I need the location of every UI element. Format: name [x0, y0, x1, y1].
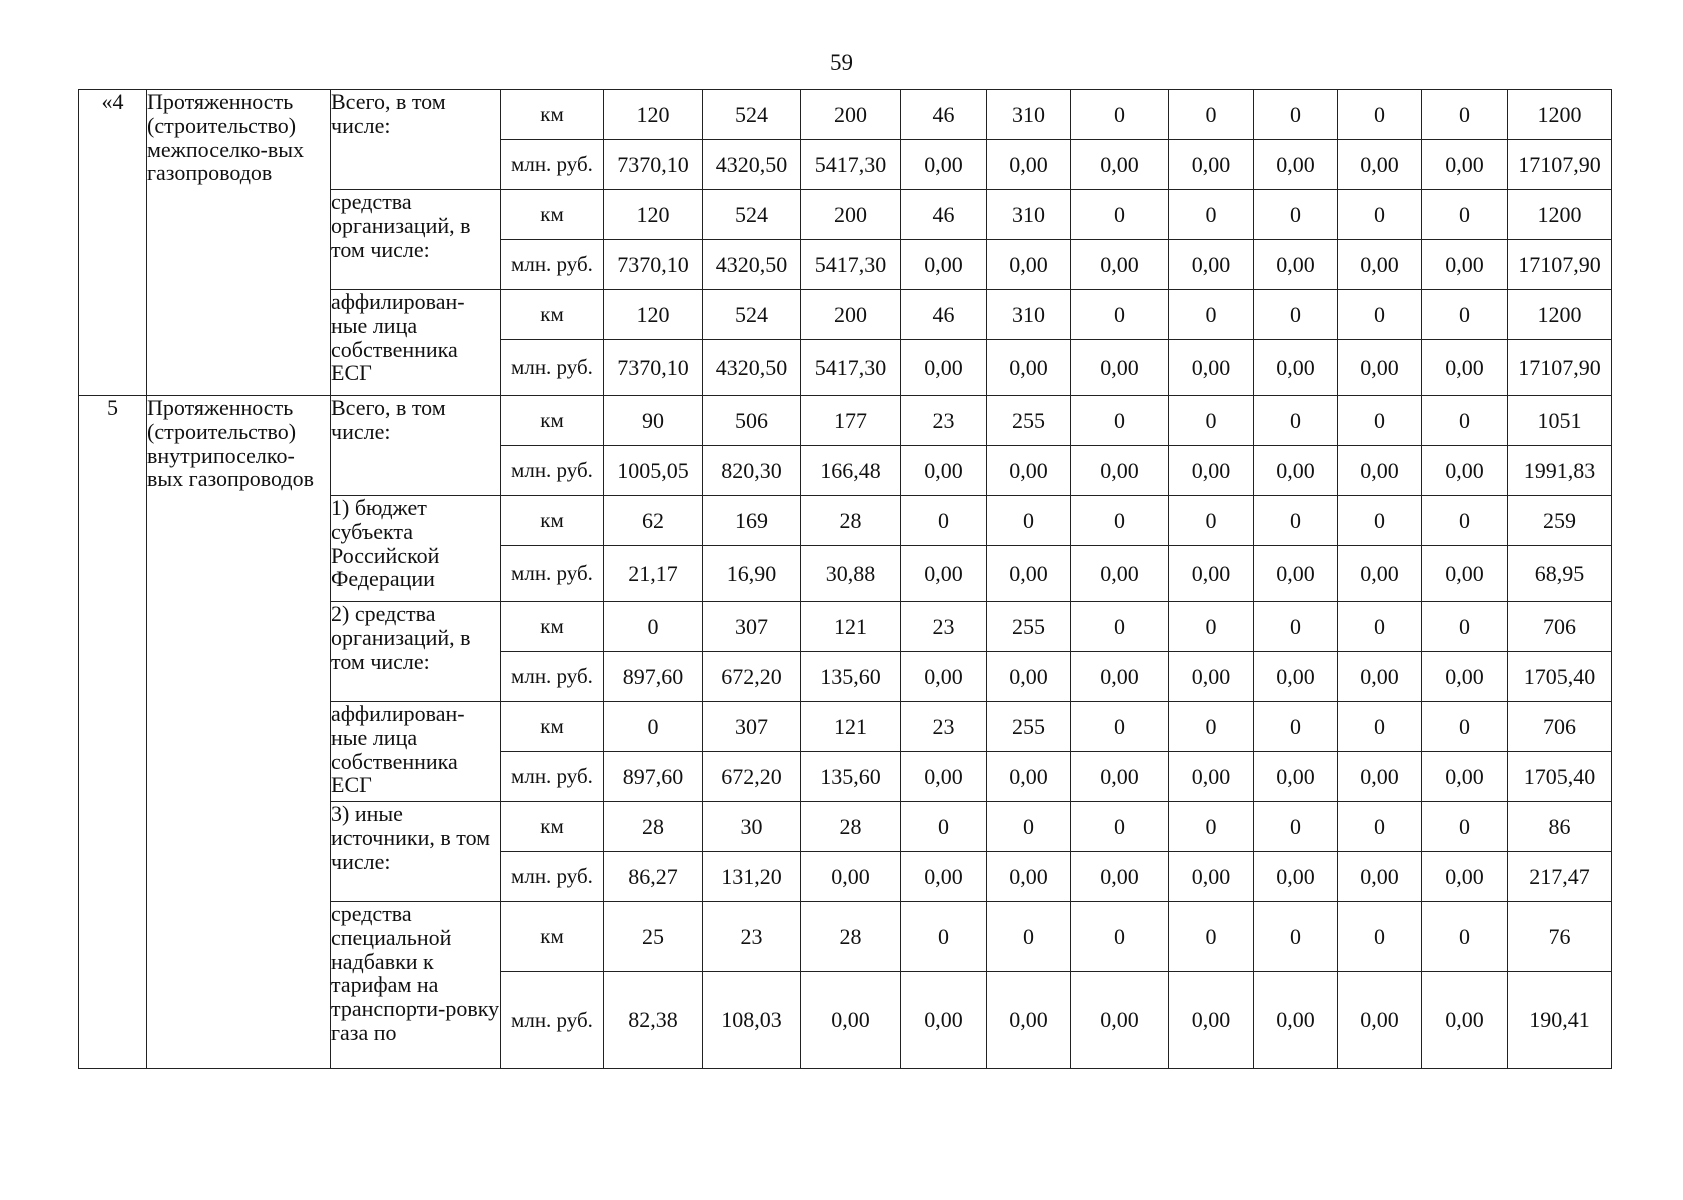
- value-cell: 0: [1169, 396, 1254, 446]
- value-cell: 200: [801, 190, 901, 240]
- value-cell: 4320,50: [703, 240, 801, 290]
- value-cell: 0: [987, 802, 1071, 852]
- value-cell: 0,00: [1169, 240, 1254, 290]
- value-cell: 0: [1254, 902, 1338, 972]
- value-cell: 46: [901, 90, 987, 140]
- value-cell: 0: [1422, 90, 1508, 140]
- value-cell: 0,00: [1254, 972, 1338, 1069]
- value-cell: 0: [1338, 702, 1422, 752]
- value-cell: 5417,30: [801, 140, 901, 190]
- value-cell: 0: [1169, 90, 1254, 140]
- funding-source-cell: 1) бюджет субъекта Российской Федерации: [331, 496, 501, 602]
- value-cell: 0,00: [1169, 140, 1254, 190]
- value-cell: 0,00: [1169, 752, 1254, 802]
- unit-cell: км: [501, 190, 604, 240]
- value-cell: 0,00: [1169, 852, 1254, 902]
- value-cell: 0: [1422, 802, 1508, 852]
- value-cell: 0,00: [1422, 446, 1508, 496]
- value-cell: 0: [1071, 802, 1169, 852]
- unit-cell: млн. руб.: [501, 852, 604, 902]
- value-cell: 0,00: [901, 546, 987, 602]
- value-cell: 307: [703, 702, 801, 752]
- value-cell: 7370,10: [604, 140, 703, 190]
- value-cell: 7370,10: [604, 240, 703, 290]
- page-number: 59: [830, 50, 853, 75]
- total-cell: 76: [1508, 902, 1612, 972]
- value-cell: 1005,05: [604, 446, 703, 496]
- value-cell: 0: [1422, 190, 1508, 240]
- value-cell: 0,00: [987, 546, 1071, 602]
- value-cell: 131,20: [703, 852, 801, 902]
- value-cell: 0,00: [1254, 240, 1338, 290]
- value-cell: 0,00: [1422, 972, 1508, 1069]
- value-cell: 28: [604, 802, 703, 852]
- value-cell: 506: [703, 396, 801, 446]
- value-cell: 0,00: [987, 446, 1071, 496]
- total-cell: 1200: [1508, 290, 1612, 340]
- funding-source-cell: средства организаций, в том числе:: [331, 190, 501, 290]
- value-cell: 120: [604, 90, 703, 140]
- value-cell: 0: [901, 496, 987, 546]
- value-cell: 0: [1169, 290, 1254, 340]
- value-cell: 200: [801, 90, 901, 140]
- value-cell: 0: [1169, 902, 1254, 972]
- value-cell: 0,00: [801, 852, 901, 902]
- value-cell: 0: [1338, 802, 1422, 852]
- value-cell: 0: [1071, 396, 1169, 446]
- value-cell: 0,00: [1254, 446, 1338, 496]
- value-cell: 0: [1254, 90, 1338, 140]
- value-cell: 0: [1071, 190, 1169, 240]
- funding-source-cell: аффилирован-ные лица собственника ЕСГ: [331, 702, 501, 802]
- value-cell: 0: [1422, 602, 1508, 652]
- value-cell: 0: [1169, 702, 1254, 752]
- value-cell: 135,60: [801, 652, 901, 702]
- value-cell: 0: [1422, 290, 1508, 340]
- value-cell: 200: [801, 290, 901, 340]
- row-number-cell: 5: [79, 396, 147, 1069]
- value-cell: 0: [1254, 702, 1338, 752]
- value-cell: 0,00: [1338, 446, 1422, 496]
- value-cell: 0: [1071, 496, 1169, 546]
- value-cell: 0,00: [1338, 340, 1422, 396]
- value-cell: 46: [901, 190, 987, 240]
- unit-cell: млн. руб.: [501, 652, 604, 702]
- value-cell: 0: [1071, 602, 1169, 652]
- value-cell: 0,00: [1422, 340, 1508, 396]
- value-cell: 0,00: [1071, 240, 1169, 290]
- value-cell: 0,00: [901, 240, 987, 290]
- value-cell: 307: [703, 602, 801, 652]
- value-cell: 0: [901, 802, 987, 852]
- value-cell: 0,00: [901, 140, 987, 190]
- value-cell: 0,00: [1254, 852, 1338, 902]
- total-cell: 706: [1508, 702, 1612, 752]
- value-cell: 524: [703, 290, 801, 340]
- value-cell: 672,20: [703, 652, 801, 702]
- value-cell: 0,00: [1422, 652, 1508, 702]
- value-cell: 0,00: [987, 240, 1071, 290]
- value-cell: 0,00: [901, 852, 987, 902]
- value-cell: 0: [1254, 190, 1338, 240]
- value-cell: 0,00: [1338, 652, 1422, 702]
- value-cell: 897,60: [604, 752, 703, 802]
- total-cell: 190,41: [1508, 972, 1612, 1069]
- value-cell: 0,00: [1071, 752, 1169, 802]
- value-cell: 0,00: [1169, 972, 1254, 1069]
- value-cell: 82,38: [604, 972, 703, 1069]
- value-cell: 0: [1254, 396, 1338, 446]
- row-number-cell: «4: [79, 90, 147, 396]
- total-cell: 259: [1508, 496, 1612, 546]
- funding-source-cell: Всего, в том числе:: [331, 396, 501, 496]
- indicator-cell: Протяженность (строительство) межпоселко-вых газопроводов: [147, 90, 331, 396]
- value-cell: 0,00: [1071, 972, 1169, 1069]
- value-cell: 0: [1338, 396, 1422, 446]
- value-cell: 0,00: [987, 752, 1071, 802]
- value-cell: 121: [801, 602, 901, 652]
- value-cell: 0,00: [1422, 240, 1508, 290]
- value-cell: 0,00: [1422, 546, 1508, 602]
- total-cell: 68,95: [1508, 546, 1612, 602]
- value-cell: 672,20: [703, 752, 801, 802]
- value-cell: 0: [1071, 290, 1169, 340]
- value-cell: 28: [801, 802, 901, 852]
- value-cell: 4320,50: [703, 140, 801, 190]
- value-cell: 4320,50: [703, 340, 801, 396]
- value-cell: 0,00: [1071, 340, 1169, 396]
- value-cell: 21,17: [604, 546, 703, 602]
- unit-cell: млн. руб.: [501, 752, 604, 802]
- value-cell: 25: [604, 902, 703, 972]
- funding-source-cell: средства специальной надбавки к тарифам на транспорти-ровку газа по: [331, 902, 501, 1069]
- value-cell: 0: [1254, 802, 1338, 852]
- value-cell: 0,00: [1169, 340, 1254, 396]
- value-cell: 0,00: [987, 972, 1071, 1069]
- total-cell: 1200: [1508, 190, 1612, 240]
- total-cell: 86: [1508, 802, 1612, 852]
- value-cell: 0: [987, 496, 1071, 546]
- value-cell: 0,00: [1254, 652, 1338, 702]
- unit-cell: км: [501, 396, 604, 446]
- unit-cell: млн. руб.: [501, 140, 604, 190]
- value-cell: 310: [987, 190, 1071, 240]
- value-cell: 0,00: [1071, 140, 1169, 190]
- value-cell: 23: [901, 702, 987, 752]
- table-row: [79, 396, 1612, 446]
- value-cell: 0: [1422, 702, 1508, 752]
- unit-cell: км: [501, 802, 604, 852]
- value-cell: 0,00: [1338, 140, 1422, 190]
- total-cell: 1051: [1508, 396, 1612, 446]
- value-cell: 86,27: [604, 852, 703, 902]
- value-cell: 0,00: [1338, 546, 1422, 602]
- total-cell: 217,47: [1508, 852, 1612, 902]
- value-cell: 0: [1338, 190, 1422, 240]
- value-cell: 0,00: [1169, 546, 1254, 602]
- value-cell: 0,00: [1338, 852, 1422, 902]
- value-cell: 108,03: [703, 972, 801, 1069]
- funding-source-cell: 2) средства организаций, в том числе:: [331, 602, 501, 702]
- value-cell: 30,88: [801, 546, 901, 602]
- unit-cell: км: [501, 496, 604, 546]
- unit-cell: млн. руб.: [501, 240, 604, 290]
- unit-cell: млн. руб.: [501, 446, 604, 496]
- value-cell: 46: [901, 290, 987, 340]
- value-cell: 0,00: [801, 972, 901, 1069]
- unit-cell: км: [501, 702, 604, 752]
- value-cell: 23: [703, 902, 801, 972]
- value-cell: 0: [1338, 496, 1422, 546]
- value-cell: 0,00: [1422, 752, 1508, 802]
- value-cell: 5417,30: [801, 340, 901, 396]
- value-cell: 0,00: [1169, 446, 1254, 496]
- value-cell: 166,48: [801, 446, 901, 496]
- value-cell: 0,00: [1071, 446, 1169, 496]
- value-cell: 30: [703, 802, 801, 852]
- value-cell: 0: [1071, 90, 1169, 140]
- value-cell: 7370,10: [604, 340, 703, 396]
- unit-cell: млн. руб.: [501, 972, 604, 1069]
- value-cell: 0: [1169, 190, 1254, 240]
- value-cell: 255: [987, 396, 1071, 446]
- value-cell: 0: [1422, 902, 1508, 972]
- value-cell: 524: [703, 90, 801, 140]
- funding-source-cell: Всего, в том числе:: [331, 90, 501, 190]
- value-cell: 897,60: [604, 652, 703, 702]
- value-cell: 0,00: [1254, 546, 1338, 602]
- value-cell: 0,00: [1338, 240, 1422, 290]
- value-cell: 0: [1169, 802, 1254, 852]
- unit-cell: км: [501, 902, 604, 972]
- total-cell: 17107,90: [1508, 240, 1612, 290]
- value-cell: 0,00: [1338, 972, 1422, 1069]
- value-cell: 0: [1338, 902, 1422, 972]
- value-cell: 0,00: [901, 972, 987, 1069]
- value-cell: 0: [1422, 496, 1508, 546]
- value-cell: 90: [604, 396, 703, 446]
- value-cell: 0,00: [987, 852, 1071, 902]
- value-cell: 0,00: [1254, 752, 1338, 802]
- value-cell: 0,00: [1422, 140, 1508, 190]
- total-cell: 706: [1508, 602, 1612, 652]
- value-cell: 23: [901, 396, 987, 446]
- value-cell: 255: [987, 602, 1071, 652]
- value-cell: 0: [1338, 290, 1422, 340]
- value-cell: 255: [987, 702, 1071, 752]
- value-cell: 0,00: [987, 140, 1071, 190]
- total-cell: 1705,40: [1508, 752, 1612, 802]
- data-table: [78, 89, 1612, 1069]
- value-cell: 0: [1338, 90, 1422, 140]
- table-body: [79, 90, 1612, 1069]
- value-cell: 0: [987, 902, 1071, 972]
- value-cell: 177: [801, 396, 901, 446]
- value-cell: 135,60: [801, 752, 901, 802]
- value-cell: 0: [1254, 496, 1338, 546]
- value-cell: 0: [1169, 496, 1254, 546]
- total-cell: 17107,90: [1508, 340, 1612, 396]
- unit-cell: млн. руб.: [501, 546, 604, 602]
- value-cell: 0,00: [987, 340, 1071, 396]
- value-cell: 0,00: [901, 446, 987, 496]
- unit-cell: км: [501, 602, 604, 652]
- value-cell: 0,00: [1338, 752, 1422, 802]
- value-cell: 28: [801, 902, 901, 972]
- value-cell: 23: [901, 602, 987, 652]
- value-cell: 0: [1169, 602, 1254, 652]
- value-cell: 0: [1254, 602, 1338, 652]
- value-cell: 120: [604, 290, 703, 340]
- value-cell: 0,00: [1254, 340, 1338, 396]
- indicator-cell: Протяженность (строительство) внутрипоселко-вых газопроводов: [147, 396, 331, 1069]
- value-cell: 0: [1338, 602, 1422, 652]
- value-cell: 820,30: [703, 446, 801, 496]
- value-cell: 62: [604, 496, 703, 546]
- funding-source-cell: аффилирован-ные лица собственника ЕСГ: [331, 290, 501, 396]
- value-cell: 0,00: [1071, 652, 1169, 702]
- total-cell: 17107,90: [1508, 140, 1612, 190]
- value-cell: 0: [604, 702, 703, 752]
- unit-cell: млн. руб.: [501, 340, 604, 396]
- value-cell: 169: [703, 496, 801, 546]
- value-cell: 0,00: [1422, 852, 1508, 902]
- value-cell: 121: [801, 702, 901, 752]
- value-cell: 0: [1071, 702, 1169, 752]
- value-cell: 16,90: [703, 546, 801, 602]
- value-cell: 120: [604, 190, 703, 240]
- value-cell: 0,00: [1169, 652, 1254, 702]
- value-cell: 0: [901, 902, 987, 972]
- value-cell: 0: [604, 602, 703, 652]
- value-cell: 310: [987, 90, 1071, 140]
- value-cell: 0,00: [1071, 852, 1169, 902]
- total-cell: 1705,40: [1508, 652, 1612, 702]
- value-cell: 0,00: [901, 652, 987, 702]
- value-cell: 0: [1254, 290, 1338, 340]
- funding-source-cell: 3) иные источники, в том числе:: [331, 802, 501, 902]
- value-cell: 310: [987, 290, 1071, 340]
- value-cell: 0,00: [901, 340, 987, 396]
- value-cell: 5417,30: [801, 240, 901, 290]
- total-cell: 1200: [1508, 90, 1612, 140]
- value-cell: 0: [1422, 396, 1508, 446]
- total-cell: 1991,83: [1508, 446, 1612, 496]
- value-cell: 28: [801, 496, 901, 546]
- value-cell: 0,00: [987, 652, 1071, 702]
- unit-cell: км: [501, 290, 604, 340]
- table-row: [79, 90, 1612, 140]
- unit-cell: км: [501, 90, 604, 140]
- value-cell: 524: [703, 190, 801, 240]
- value-cell: 0,00: [1071, 546, 1169, 602]
- value-cell: 0,00: [901, 752, 987, 802]
- value-cell: 0,00: [1254, 140, 1338, 190]
- value-cell: 0: [1071, 902, 1169, 972]
